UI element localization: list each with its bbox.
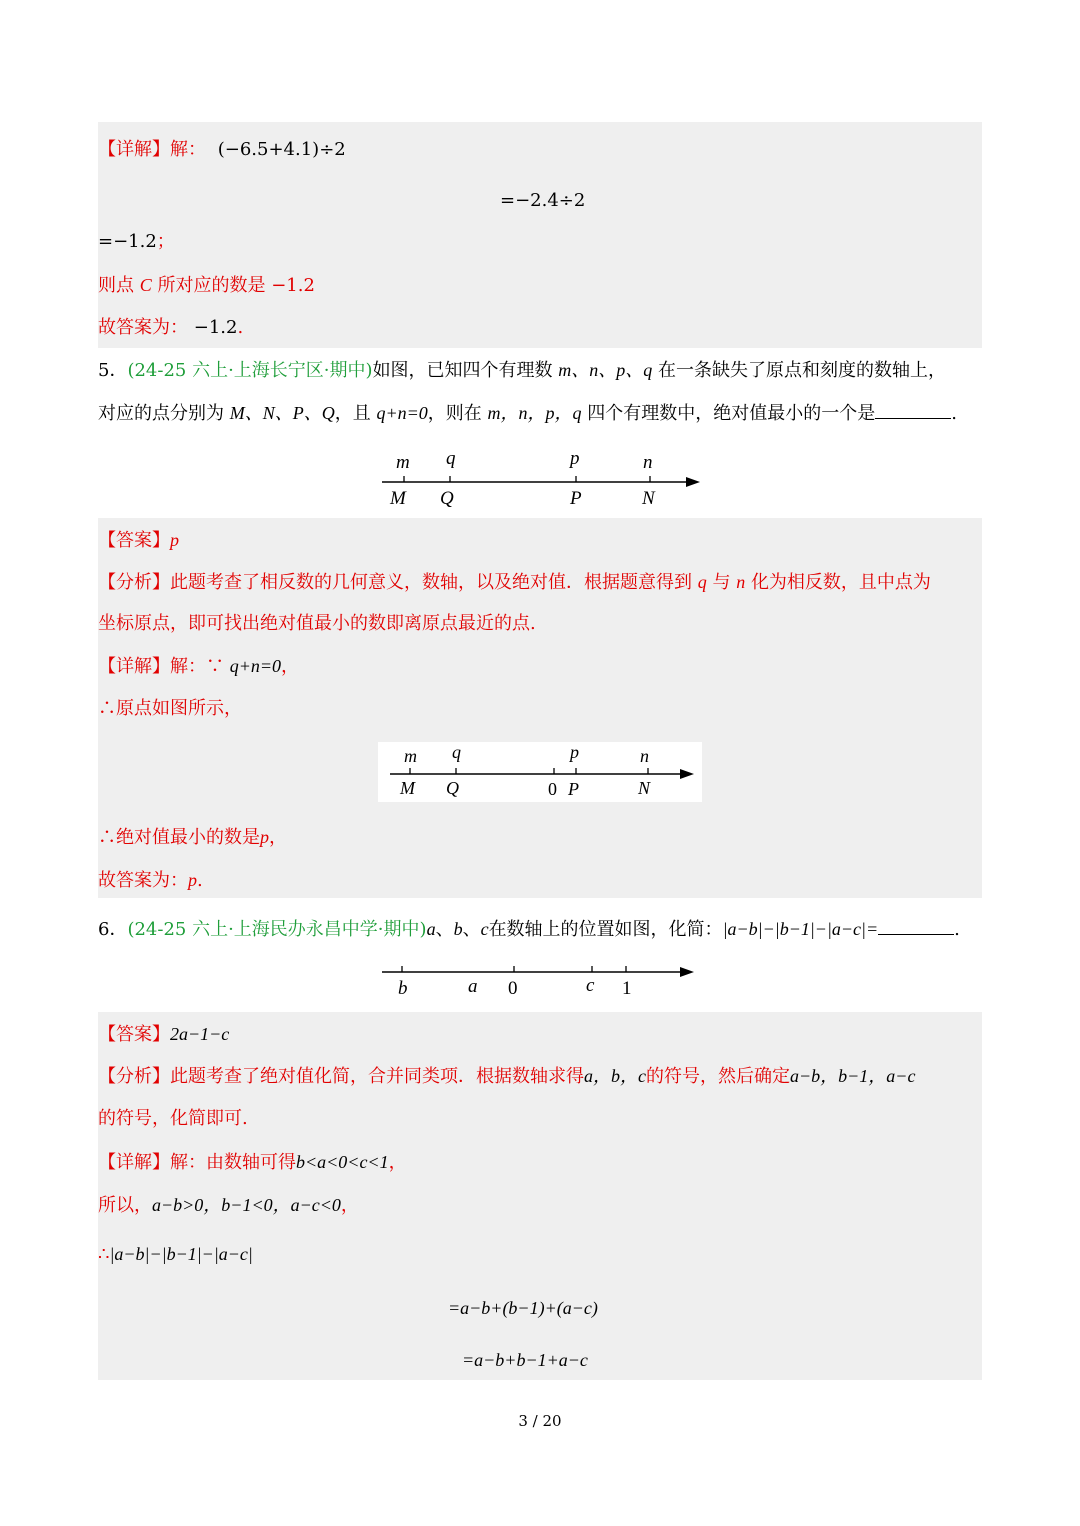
label-n: n xyxy=(640,746,649,766)
detail-lead: 解：由数轴可得 xyxy=(170,1152,296,1173)
label-c: c xyxy=(586,975,595,996)
punct: ， xyxy=(269,827,287,848)
vars: m、n、p、q xyxy=(558,360,653,380)
punct: ， xyxy=(388,1152,407,1173)
label-M: M xyxy=(390,488,406,509)
label-p: p xyxy=(570,742,579,762)
q5-final xyxy=(98,868,203,893)
var: p xyxy=(260,827,269,847)
analysis-tag: 【分析】 xyxy=(98,572,170,593)
vars: a，b，c xyxy=(584,1066,646,1086)
label-q: q xyxy=(446,448,456,469)
var: q xyxy=(697,572,707,592)
answer-tag: 【答案】 xyxy=(98,530,170,551)
q5-source: (24-25 六上·上海长宁区·期中) xyxy=(127,360,373,381)
q5-answer xyxy=(98,528,179,553)
detail-lead: 解：∵ xyxy=(170,656,224,677)
expr: |a−b|−|b−1|−|a−c|= xyxy=(722,919,879,939)
label-0: 0 xyxy=(508,978,518,999)
punct: . xyxy=(237,317,244,338)
text: ，则在 xyxy=(427,403,482,424)
answer-value: 2a−1−c xyxy=(170,1024,230,1044)
label-Q: Q xyxy=(440,488,454,509)
arrow-icon xyxy=(686,477,700,487)
punct: ， xyxy=(340,1195,359,1216)
var: C xyxy=(139,275,152,295)
label-N: N xyxy=(642,488,655,509)
text: 故答案为： xyxy=(98,870,188,891)
q5-analysis-line1 xyxy=(98,570,931,595)
label-M: M xyxy=(400,778,415,798)
q6-step2: =a−b+b−1+a−c xyxy=(462,1350,588,1370)
vars: m，n，p，q xyxy=(487,403,582,423)
q6-source: (24-25 六上·上海民办永昌中学·期中) xyxy=(127,919,427,940)
therefore-symbol: ∴ xyxy=(98,1244,110,1265)
text: 化为相反数，且中点为 xyxy=(750,572,931,593)
page-number: 3 / 20 xyxy=(518,1412,562,1430)
q6-stem xyxy=(98,916,960,942)
var: c xyxy=(480,919,489,939)
q5-analysis-line2: 坐标原点，即可找出绝对值最小的数即离原点最近的点. xyxy=(98,613,536,634)
analysis-tag: 【分析】 xyxy=(98,1066,170,1087)
q6-step1: =a−b+(b−1)+(a−c) xyxy=(448,1298,598,1318)
text: 此题考查了绝对值化简，合并同类项．根据数轴求得 xyxy=(170,1066,584,1087)
punct: . xyxy=(954,919,960,940)
label-q: q xyxy=(452,742,461,762)
label-1: 1 xyxy=(622,978,632,999)
text: 如图，已知四个有理数 xyxy=(372,360,553,381)
q5-number: 5． xyxy=(98,360,128,381)
text: 在一条缺失了原点和刻度的数轴上， xyxy=(658,360,947,381)
var: a xyxy=(426,919,436,939)
text: 的符号，然后确定 xyxy=(646,1066,790,1087)
expr: b<a<0<c<1 xyxy=(296,1152,389,1172)
var: p xyxy=(188,870,197,890)
q6-analysis-line1 xyxy=(98,1064,915,1089)
detail-tag: 【详解】 xyxy=(98,139,170,160)
label-m: m xyxy=(396,452,410,473)
text: 则点 xyxy=(98,275,134,296)
label-N: N xyxy=(638,778,651,798)
expr: (−6.5+4.1)÷2 xyxy=(217,139,346,160)
q5-origin-number-line xyxy=(378,742,702,802)
text: 在数轴上的位置如图，化简： xyxy=(488,919,723,940)
prev-step3 xyxy=(98,230,175,254)
q6-detail xyxy=(98,1150,407,1175)
prev-answer xyxy=(98,316,243,340)
q5-abs-line xyxy=(98,825,287,850)
punct: . xyxy=(197,870,203,891)
q5-stem-line2 xyxy=(98,400,957,426)
expr: |a−b|−|b−1|−|a−c| xyxy=(109,1244,253,1264)
label-Q: Q xyxy=(446,778,459,798)
q5-origin-line: ∴原点如图所示， xyxy=(98,698,242,719)
text: 对应的点分别为 xyxy=(98,403,224,424)
prev-detail-line xyxy=(98,138,346,162)
q5-detail xyxy=(98,654,299,679)
exprs: a−b，b−1，a−c xyxy=(790,1066,916,1086)
prev-step2: =−2.4÷2 xyxy=(500,190,586,211)
q6-so-line xyxy=(98,1193,359,1218)
answer-tag: 【答案】 xyxy=(98,1024,170,1045)
punct: ， xyxy=(281,656,300,677)
answer-blank[interactable] xyxy=(875,400,951,419)
q6-analysis-line2: 的符号，化简即可. xyxy=(98,1108,248,1129)
vars: M、N、P、Q xyxy=(229,403,335,423)
answer-value: p xyxy=(170,530,179,550)
text: 此题考查了相反数的几何意义，数轴，以及绝对值．根据题意得到 xyxy=(170,572,692,593)
label-P: P xyxy=(568,779,579,799)
label-0: 0 xyxy=(548,779,557,799)
label-p: p xyxy=(570,448,580,469)
val: −1.2 xyxy=(193,317,238,338)
q6-number-line xyxy=(378,956,702,1006)
q5-stem-line1 xyxy=(98,358,946,383)
arrow-icon xyxy=(680,967,694,977)
punct: . xyxy=(951,403,957,424)
label-b: b xyxy=(398,978,408,999)
text: 故答案为： xyxy=(98,317,188,338)
punct: 、 xyxy=(435,919,454,940)
expr: q+n=0 xyxy=(376,403,428,423)
text: ∴绝对值最小的数是 xyxy=(98,827,260,848)
text: ，且 xyxy=(334,403,371,424)
detail-tag: 【详解】 xyxy=(98,656,170,677)
label-m: m xyxy=(404,746,417,766)
expr: =−1.2 xyxy=(98,231,157,252)
expr: a−b>0，b−1<0，a−c<0 xyxy=(152,1195,341,1215)
q6-answer xyxy=(98,1022,229,1047)
var: n xyxy=(736,572,746,592)
var: b xyxy=(453,919,463,939)
label-n: n xyxy=(643,452,653,473)
prev-conclusion xyxy=(98,273,315,298)
detail-lead: 解： xyxy=(170,139,206,160)
punct: 、 xyxy=(462,919,481,940)
text: 所对应的数是 −1.2 xyxy=(157,275,315,296)
expr: q+n=0 xyxy=(229,656,282,676)
detail-tag: 【详解】 xyxy=(98,1152,170,1173)
answer-blank[interactable] xyxy=(878,916,954,935)
label-a: a xyxy=(468,976,478,997)
q5-number-line xyxy=(370,446,710,512)
text: 四个有理数中，绝对值最小的一个是 xyxy=(587,403,876,424)
punct: ； xyxy=(156,231,175,252)
q6-therefore-line xyxy=(98,1242,253,1267)
q6-number: 6． xyxy=(98,919,128,940)
text: 与 xyxy=(712,572,731,593)
text: 所以， xyxy=(98,1195,152,1216)
figure-background xyxy=(378,742,702,802)
label-P: P xyxy=(570,488,582,509)
